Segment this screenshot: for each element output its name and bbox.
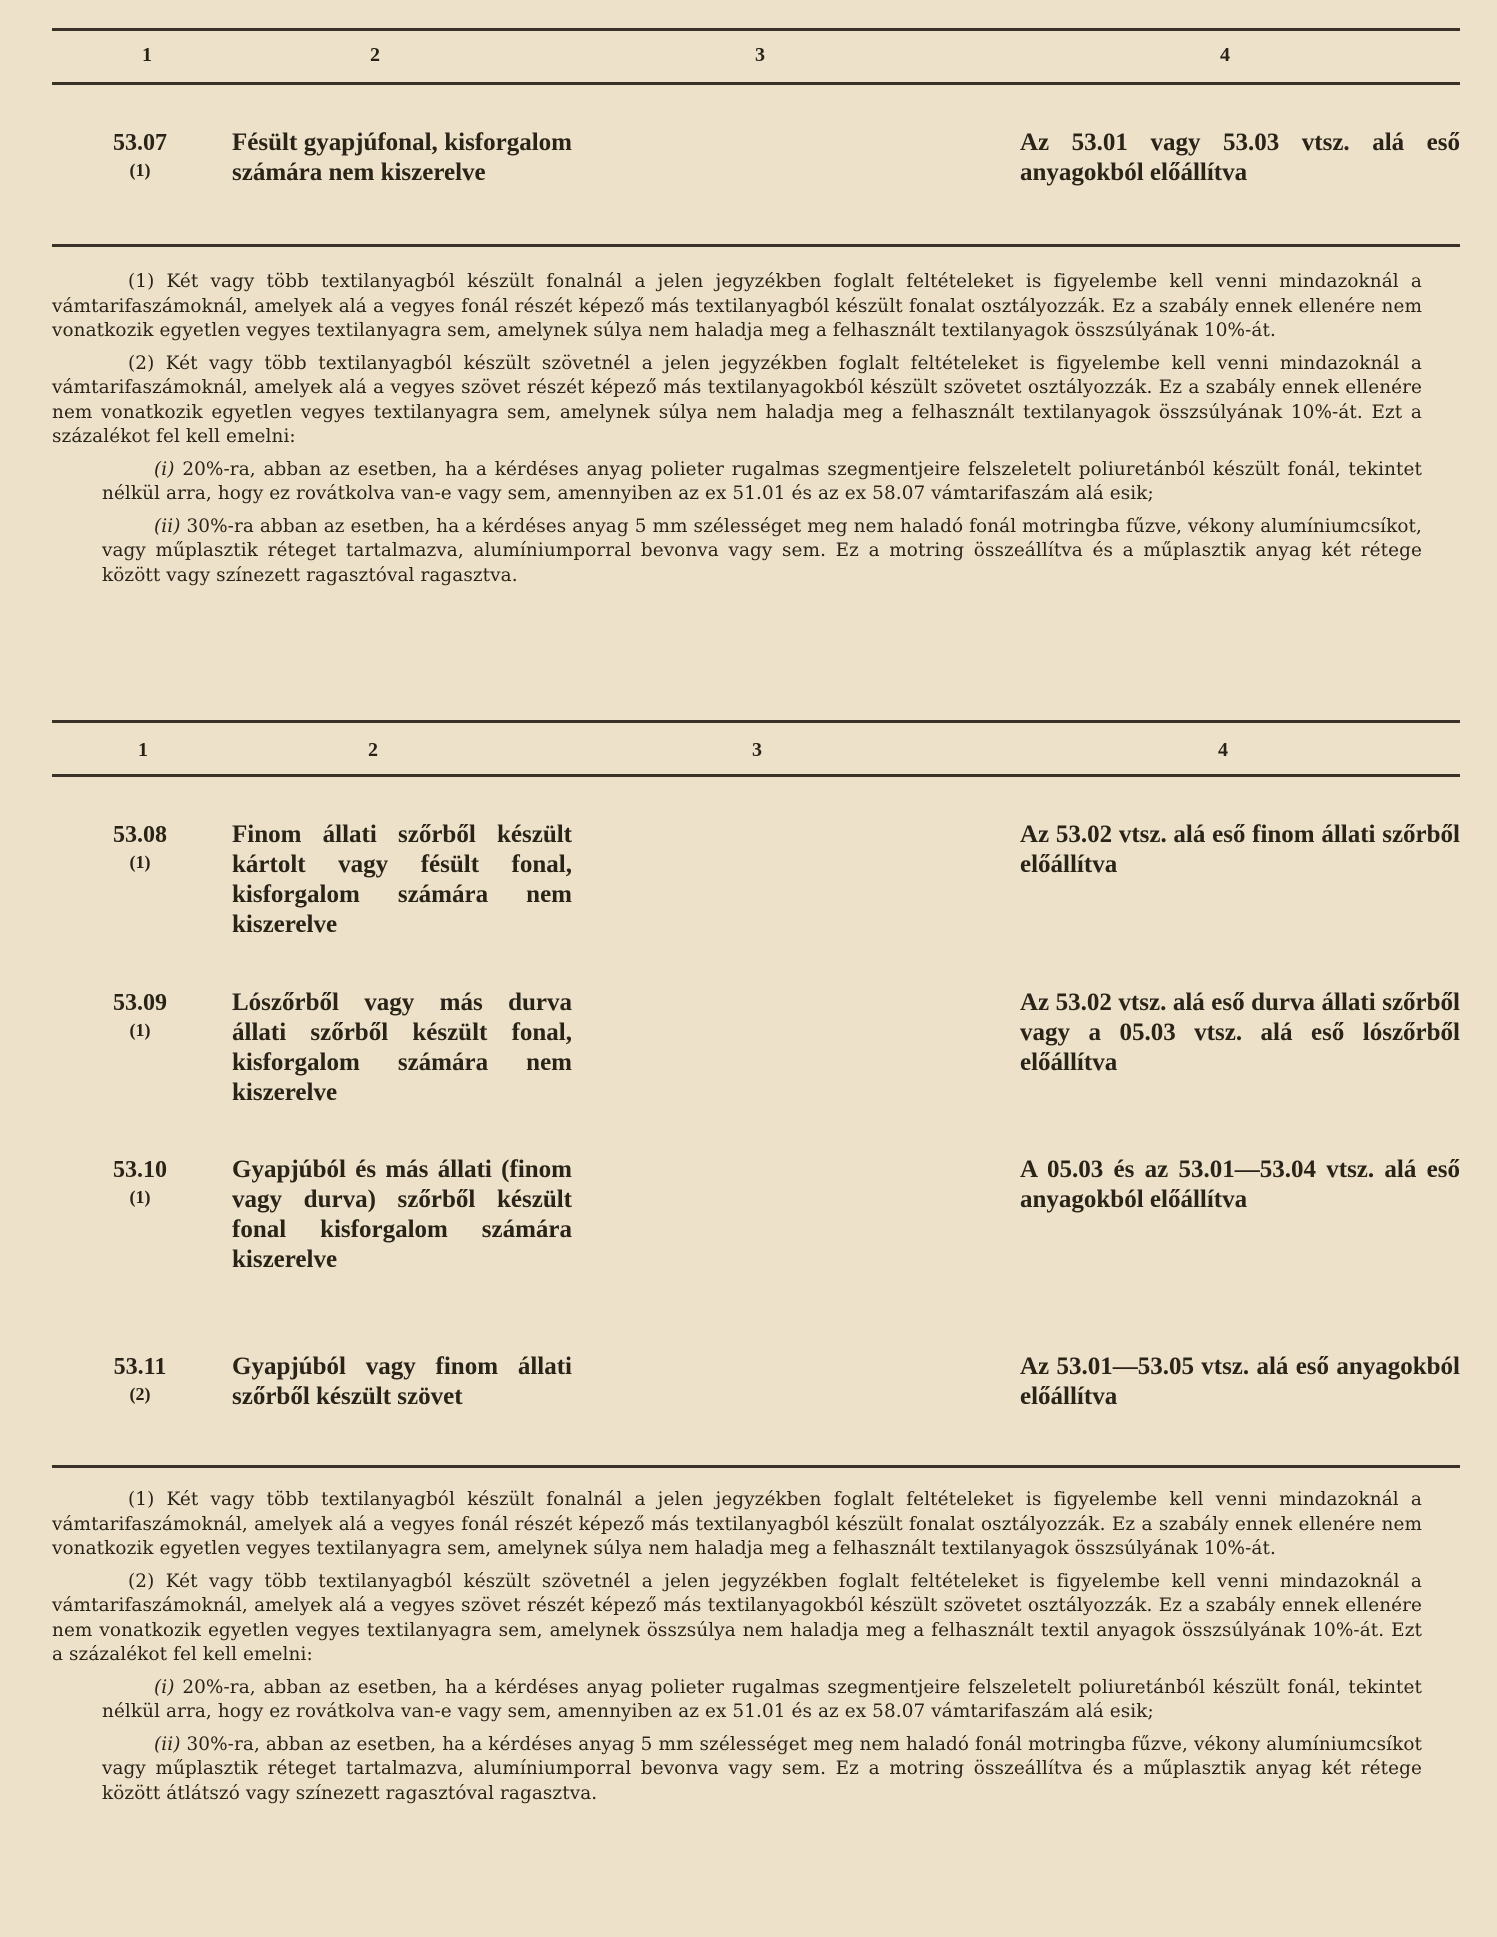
table1-col-3: 3 <box>755 44 765 66</box>
footnote-2-item-i: (i) 20%-ra, abban az esetben, ha a kérdéses anyag polieter rugalmas szegmentjeire felszeletelt poliuretánból készült fonál, tekintet nélkül arra, hogy ez rovátkolva van-e vagy sem, amennyiben az ex 51.01 és az ex 58.07 vámtarifaszám alá esik; <box>102 458 1423 504</box>
tariff-code: 53.07 (1) <box>94 128 186 182</box>
footnote-1: (1) Két vagy több textilanyagból készült fonalnál a jelen jegyzékben foglalt feltételeket is figyelembe kell venni mindazoknál a vámtarifaszámoknál, amelyek alá a vegyes fonál részét képező más textilanyagból készült fonalat osztályozzák. Ez a szabály ennek ellenére nem vonatkozik egyetlen vegyes textilanyagra sem, amelynek súlya nem haladja meg a felhasznált textilanyagok összsúlyának 10%-át. <box>52 1489 1422 1559</box>
table1-col-2: 2 <box>370 44 380 66</box>
footnote-2: (2) Két vagy több textilanyagból készült szövetnél a jelen jegyzékben foglalt feltételeket is figyelembe kell venni mindazoknál a vámtarifaszámoknál, amelyek alá a vegyes szövet részét képező más textilanyagokból készült szövetet osztályozzák. Ez a szabály ennek ellenére nem vonatkozik egyetlen vegyes textilanyagra sem, amelynek összsúlya nem haladja meg a felhasznált textil anyagok összsúlyának 10%-át. Ezt a százalékot fel kell emelni: <box>52 1570 1422 1665</box>
table2-col-1: 1 <box>138 739 148 761</box>
origin-rule: Az 53.01—53.05 vtsz. alá eső anyagokból előállítva <box>1020 1353 1460 1410</box>
table2-top-rule <box>52 720 1460 723</box>
table2-col-3: 3 <box>752 739 762 761</box>
footnote-ref: (2) <box>129 1384 151 1404</box>
table2-header-rule <box>52 774 1460 777</box>
goods-description: Fésült gyapjúfonal, kisforgalom számára nem kiszerelve <box>232 129 572 186</box>
footnotes-block-1 <box>52 270 1422 596</box>
footnote-2: (2) Két vagy több textilanyagból készült szövetnél a jelen jegyzékben foglalt feltételeket is figyelembe kell venni mindazoknál a vámtarifaszámoknál, amelyek alá a vegyes szövet részét képező más textilanyagokból készült szövetet osztályozzák. Ez a szabály ennek ellenére nem vonatkozik egyetlen vegyes textilanyagra sem, amelynek súlya nem haladja meg a felhasznált textilanyagok összsúlyának 10%-át. Ezt a százalékot fel kell emelni: <box>52 352 1422 447</box>
footnote-2-item-i: (i) 20%-ra, abban az esetben, ha a kérdéses anyag polieter rugalmas szegmentjeire felszeletelt poliuretánból készült fonál, tekintet nélkül arra, hogy ez rovátkolva van-e vagy sem, amennyiben az ex 51.01 és az ex 58.07 vámtarifaszám alá esik; <box>102 1676 1423 1722</box>
table1-column-header <box>52 40 1460 74</box>
table2-col-2: 2 <box>368 739 378 761</box>
footnote-1: (1) Két vagy több textilanyagból készült fonalnál a jelen jegyzékben foglalt feltételeket is figyelembe kell venni mindazoknál a vámtarifaszámoknál, amelyek alá a vegyes fonál részét képező más textilanyagból készült fonalat osztályozzák. Ez a szabály ennek ellenére nem vonatkozik egyetlen vegyes textilanyagra sem, amelynek súlya nem haladja meg a felhasznált textilanyagok összsúlyának 10%-át. <box>52 271 1422 341</box>
table2-column-header <box>52 735 1460 769</box>
tariff-code: 53.09 (1) <box>94 988 186 1042</box>
table1-header-rule <box>52 82 1460 85</box>
tariff-code: 53.10 (1) <box>94 1155 186 1209</box>
tariff-code: 53.11 (2) <box>94 1352 186 1406</box>
footnote-ref: (1) <box>129 1020 151 1040</box>
goods-description: Finom állati szőrből készült kártolt vagy fésült fonal, kisforgalom számára nem kiszerelve <box>232 821 572 938</box>
origin-rule: Az 53.02 vtsz. alá eső finom állati szőrből előállítva <box>1020 821 1460 878</box>
footnote-ref: (1) <box>129 160 151 180</box>
footnote-2-item-ii: (ii) 30%-ra abban az esetben, ha a kérdéses anyag 5 mm szélességet meg nem haladó fonál motringba fűzve, vékony alumíniumcsíkot, vagy műplasztik réteget tartalmazva, alumíniumporral bevonva vagy sem. Ez a motring összeállítva és a műplasztik anyag két rétege között vagy színezett ragasztóval ragasztva. <box>102 515 1422 586</box>
goods-description: Lószőrből vagy más durva állati szőrből készült fonal, kisforgalom számára nem kiszerelve <box>232 989 572 1106</box>
footnote-ref: (1) <box>129 1187 151 1207</box>
footnotes-block-2 <box>52 1488 1422 1814</box>
origin-rule: Az 53.02 vtsz. alá eső durva állati szőrből vagy a 05.03 vtsz. alá eső lószőrből előállítva <box>1020 989 1460 1076</box>
table1-top-rule <box>52 28 1460 31</box>
table1-col-1: 1 <box>142 44 152 66</box>
table2-bottom-rule <box>52 1465 1460 1468</box>
table1-col-4: 4 <box>1220 44 1230 66</box>
goods-description: Gyapjúból vagy finom állati szőrből készült szövet <box>232 1353 572 1410</box>
table1-bottom-rule <box>52 244 1460 247</box>
footnote-ref: (1) <box>129 852 151 872</box>
origin-rule: A 05.03 és az 53.01—53.04 vtsz. alá eső anyagokból előállítva <box>1020 1156 1460 1213</box>
goods-description: Gyapjúból és más állati (finom vagy durva) szőrből készült fonal kisforgalom számára kiszerelve <box>232 1156 572 1273</box>
footnote-2-item-ii: (ii) 30%-ra, abban az esetben, ha a kérdéses anyag 5 mm szélességet meg nem haladó fonál motringba fűzve, vékony alumíniumcsíkot vagy műplasztik réteget tartalmazva, alumíniumporral bevonva vagy sem. Ez a motring összeállítva és a műplasztik anyag két rétege között átlátszó vagy színezett ragasztóval ragasztva. <box>102 1733 1422 1804</box>
tariff-code: 53.08 (1) <box>94 820 186 874</box>
origin-rule: Az 53.01 vagy 53.03 vtsz. alá eső anyagokból előállítva <box>1020 129 1460 186</box>
table2-col-4: 4 <box>1218 739 1228 761</box>
